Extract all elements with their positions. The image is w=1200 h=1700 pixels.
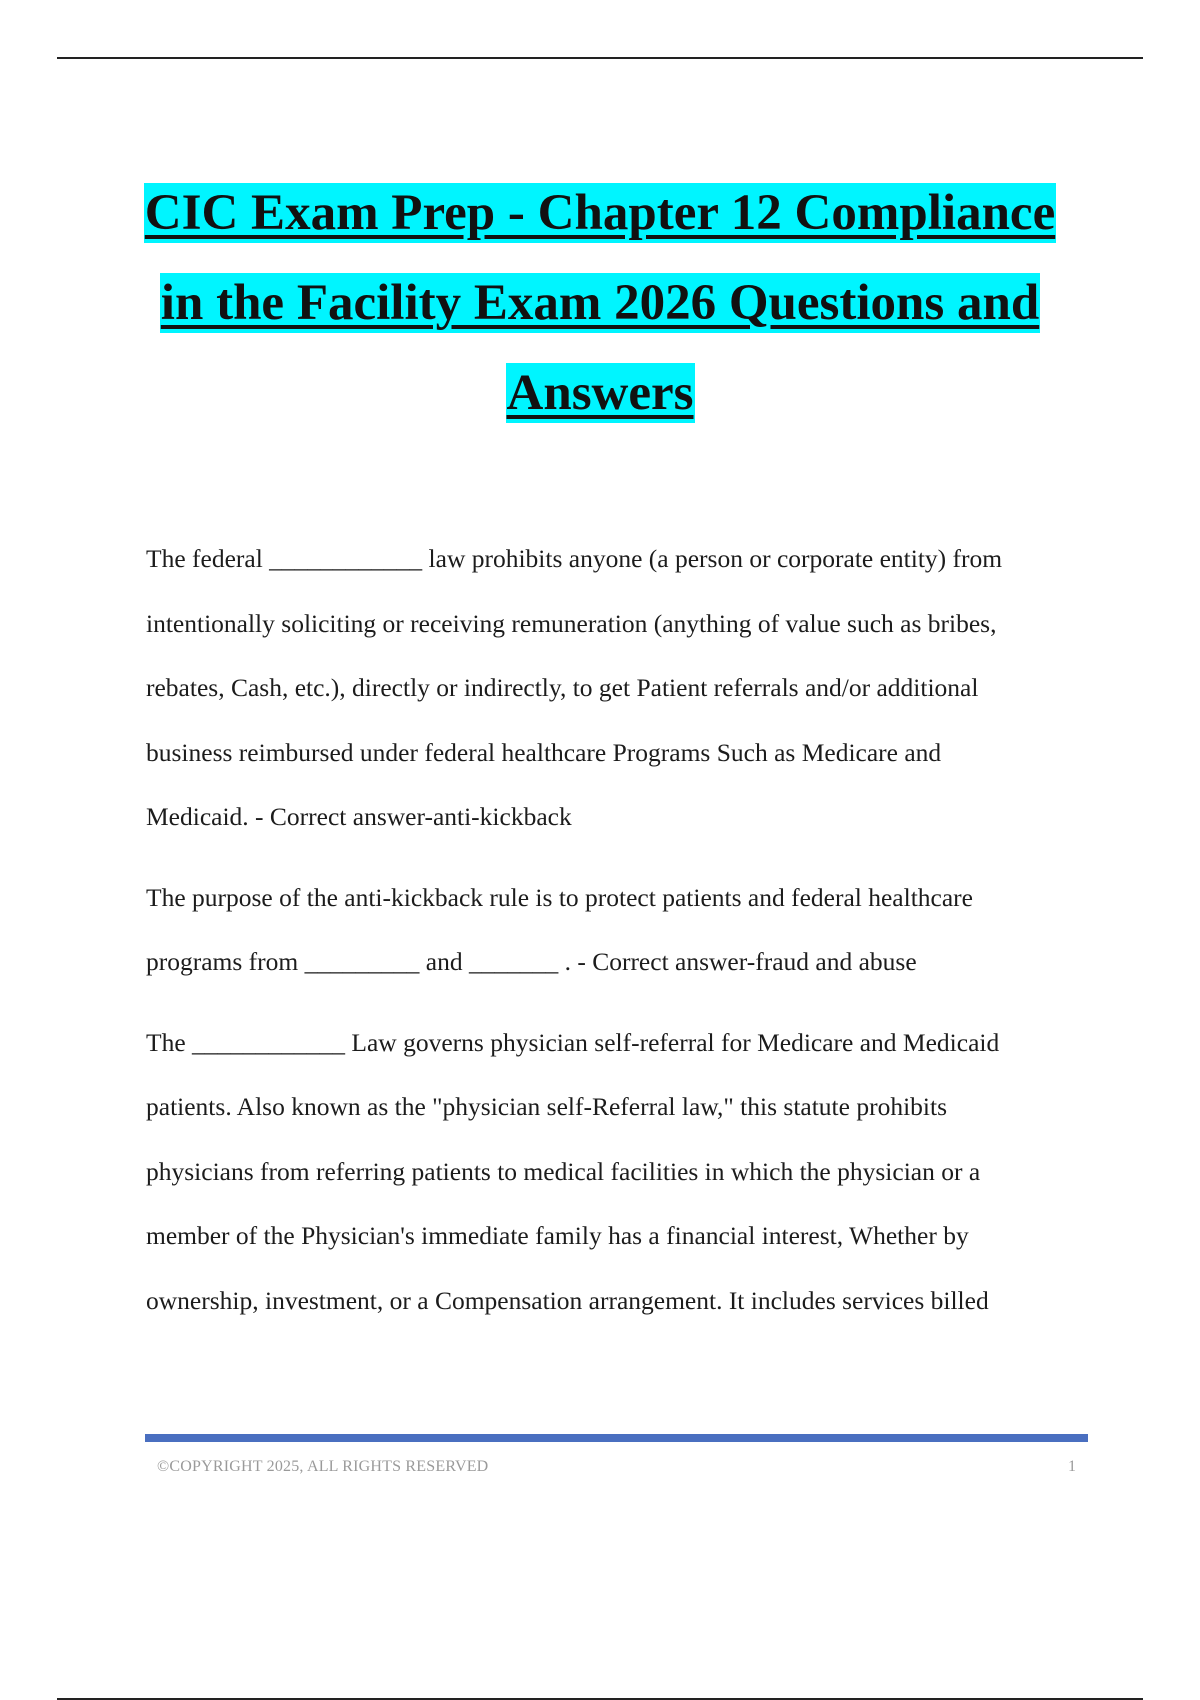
document-title xyxy=(100,168,1100,438)
question-3-line-2: patients. Also known as the "physician self-Referral law," this statute prohibits xyxy=(146,1092,948,1121)
title-line-1: CIC Exam Prep - Chapter 12 Compliance xyxy=(144,185,1056,241)
question-3-line-5: ownership, investment, or a Compensation arrangement. It includes services billed xyxy=(146,1285,989,1315)
question-1 xyxy=(146,527,1096,850)
question-3-line-4: member of the Physician's immediate family has a financial interest, Whether by xyxy=(146,1221,969,1250)
footer-page-number: 1 xyxy=(1068,1458,1076,1475)
question-1-line-2: intentionally soliciting or receiving remuneration (anything of value such as bribes, xyxy=(146,608,997,638)
question-1-line-1: The federal ____________ law prohibits anyone (a person or corporate entity) from xyxy=(146,544,1003,573)
title-line-3: Answers xyxy=(506,365,694,421)
question-3 xyxy=(146,1011,1096,1334)
question-2-line-2: programs from _________ and _______ . - Correct answer-fraud and abuse xyxy=(146,947,917,976)
top-page-rule xyxy=(57,57,1143,59)
question-1-line-3: rebates, Cash, etc.), directly or indirectly, to get Patient referrals and/or additional xyxy=(146,673,979,702)
question-2 xyxy=(146,866,1096,995)
footer-copyright: ©COPYRIGHT 2025, ALL RIGHTS RESERVED xyxy=(157,1458,489,1475)
question-3-line-3: physicians from referring patients to medical facilities in which the physician or a xyxy=(146,1156,981,1186)
title-line-2: in the Facility Exam 2026 Questions and xyxy=(160,275,1040,331)
question-3-line-1: The ____________ Law governs physician self-referral for Medicare and Medicaid xyxy=(146,1027,1000,1057)
footer-bar xyxy=(145,1434,1088,1442)
question-1-line-4: business reimbursed under federal healthcare Programs Such as Medicare and xyxy=(146,737,942,767)
question-1-line-5: Medicaid. - Correct answer-anti-kickback xyxy=(146,802,572,831)
document-body xyxy=(146,527,1096,1349)
question-2-line-1: The purpose of the anti-kickback rule is to protect patients and federal healthcare xyxy=(146,882,973,912)
